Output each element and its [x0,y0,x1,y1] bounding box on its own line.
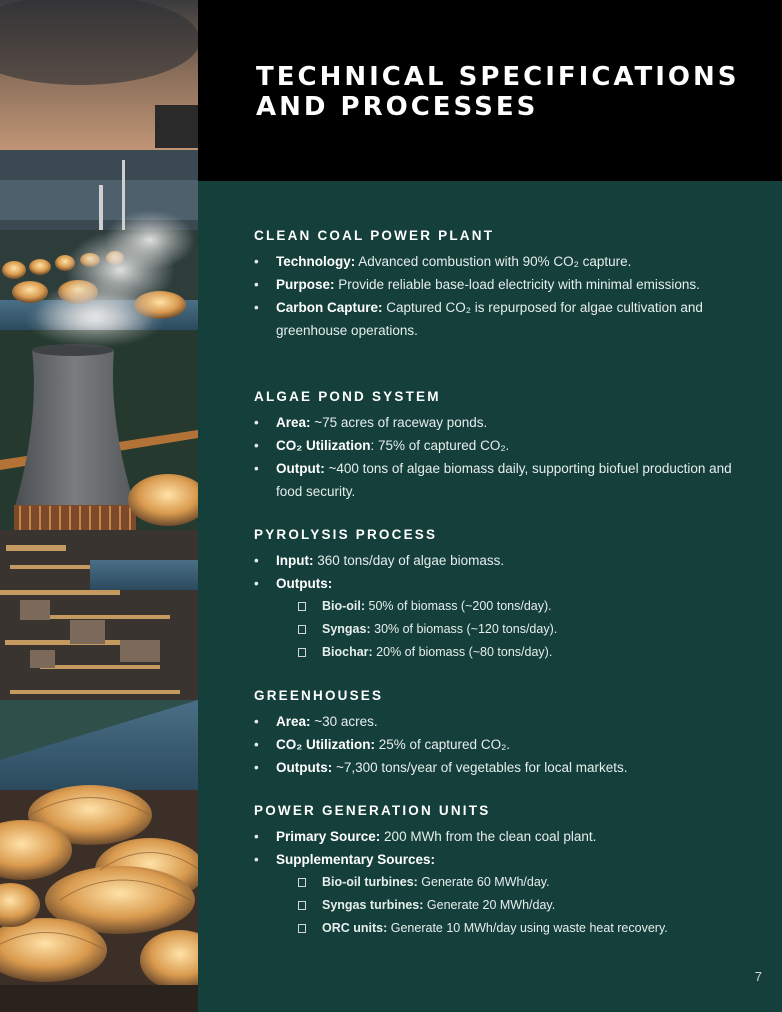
checkbox-glyph-icon [298,901,306,910]
section-power-generation [254,803,754,940]
section-heading: CLEAN COAL POWER PLANT [254,228,495,243]
page-title: TECHNICAL SPECIFICATIONS AND PROCESSES [256,62,740,122]
page-number: 7 [754,969,762,984]
list-item: • Primary Source: 200 MWh from the clean coal plant. [254,829,597,844]
section-heading: PYROLYSIS PROCESS [254,527,438,542]
sub-list-item: Syngas turbines: Generate 20 MWh/day. [254,894,754,917]
section-heading: POWER GENERATION UNITS [254,803,491,818]
sub-list-item: Biochar: 20% of biomass (~80 tons/day). [254,641,754,664]
power-plant-photo [0,0,198,1012]
section-algae-pond [254,389,754,503]
header-accent-block [155,105,198,148]
list-item: • Outputs: ~7,300 tons/year of vegetables for local markets. [254,760,628,775]
checkbox-glyph-icon [298,602,306,611]
checkbox-glyph-icon [298,648,306,657]
list-item: • CO₂ Utilization: 25% of captured CO₂. [254,737,511,752]
sub-list-item: Syngas: 30% of biomass (~120 tons/day). [254,618,754,641]
section-greenhouses [254,688,754,779]
list-item: • Output: ~400 tons of algae biomass daily, supporting biofuel production and food security. [254,461,732,499]
section-heading: ALGAE POND SYSTEM [254,389,441,404]
list-item: • Carbon Capture: Captured CO₂ is repurposed for algae cultivation and greenhouse operations. [254,300,703,338]
list-item: • Area: ~75 acres of raceway ponds. [254,415,488,430]
checkbox-glyph-icon [298,878,306,887]
list-item: • Technology: Advanced combustion with 90% CO₂ capture. [254,254,632,269]
list-item: • Area: ~30 acres. [254,714,378,729]
list-item: • CO₂ Utilization: 75% of captured CO₂. [254,438,510,453]
section-pyrolysis [254,527,754,664]
list-item: • Input: 360 tons/day of algae biomass. [254,553,505,568]
checkbox-glyph-icon [298,625,306,634]
section-heading: GREENHOUSES [254,688,384,703]
list-item: • Outputs: [254,576,333,591]
checkbox-glyph-icon [298,924,306,933]
list-item: • Purpose: Provide reliable base-load electricity with minimal emissions. [254,277,700,292]
sub-list-item: Bio-oil: 50% of biomass (~200 tons/day). [254,595,754,618]
list-item: • Supplementary Sources: [254,852,436,867]
sub-list-item: ORC units: Generate 10 MWh/day using waste heat recovery. [254,917,754,940]
content-panel [198,181,782,1012]
sub-list-item: Bio-oil turbines: Generate 60 MWh/day. [254,871,754,894]
section-clean-coal [254,228,754,342]
